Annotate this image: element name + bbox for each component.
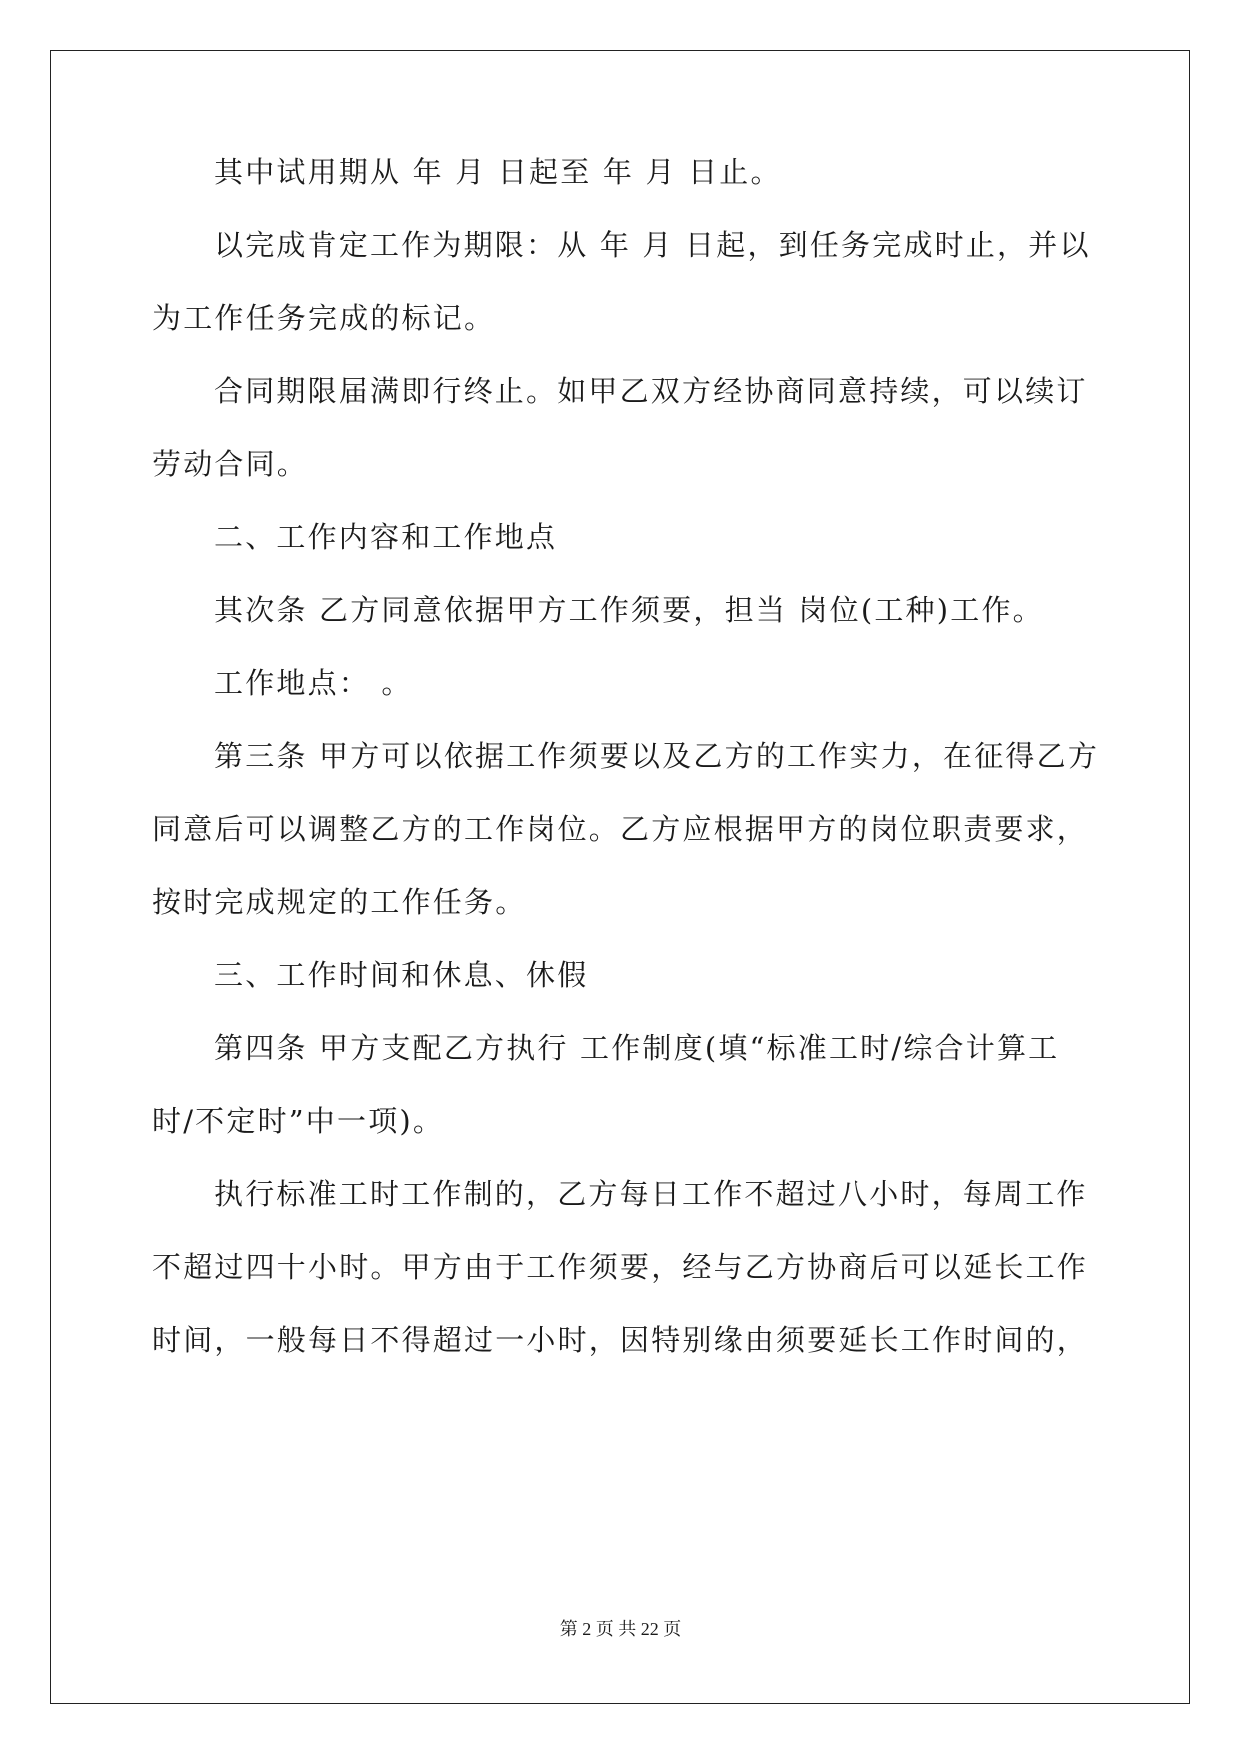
paragraph-line: 工作地点： 。 bbox=[214, 666, 413, 700]
paragraph-line: 其中试用期从 年 月 日起至 年 月 日止。 bbox=[214, 155, 782, 189]
section-heading: 二、工作内容和工作地点 bbox=[214, 520, 558, 554]
paragraph-line: 第四条 甲方支配乙方执行 工作制度(填“标准工时/综合计算工 bbox=[214, 1031, 1060, 1065]
section-heading: 三、工作时间和休息、休假 bbox=[214, 958, 589, 992]
paragraph-line: 为工作任务完成的标记。 bbox=[152, 301, 496, 335]
paragraph-line: 劳动合同。 bbox=[152, 447, 309, 481]
paragraph-line: 执行标准工时工作制的，乙方每日工作不超过八小时，每周工作 bbox=[214, 1177, 1088, 1211]
paragraph-line: 按时完成规定的工作任务。 bbox=[152, 885, 527, 919]
paragraph-line: 同意后可以调整乙方的工作岗位。乙方应根据甲方的岗位职责要求， bbox=[152, 812, 1089, 846]
page-number-footer: 第 2 页 共 22 页 bbox=[559, 1619, 682, 1639]
paragraph-line: 不超过四十小时。甲方由于工作须要，经与乙方协商后可以延长工作 bbox=[152, 1250, 1089, 1284]
paragraph-line: 以完成肯定工作为期限：从 年 月 日起，到任务完成时止，并以 bbox=[214, 228, 1091, 262]
paragraph-line: 第三条 甲方可以依据工作须要以及乙方的工作实力，在征得乙方 bbox=[214, 739, 1100, 773]
paragraph-line: 时间，一般每日不得超过一小时，因特别缘由须要延长工作时间的， bbox=[152, 1323, 1089, 1357]
paragraph-line: 合同期限届满即行终止。如甲乙双方经协商同意持续，可以续订 bbox=[214, 374, 1088, 408]
paragraph-line: 时/不定时”中一项)。 bbox=[152, 1104, 445, 1138]
paragraph-line: 其次条 乙方同意依据甲方工作须要，担当 岗位(工种)工作。 bbox=[214, 593, 1044, 627]
